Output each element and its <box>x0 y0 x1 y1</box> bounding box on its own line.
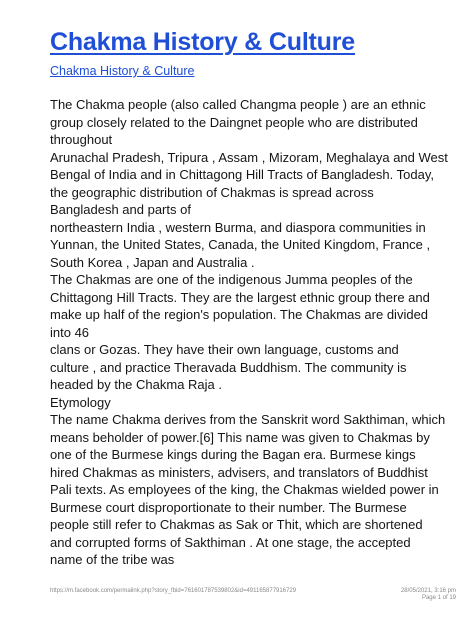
document-body <box>50 96 460 569</box>
body-line: The Chakmas are one of the indigenous Jumma peoples of the <box>50 272 413 287</box>
body-line: Arunachal Pradesh, Tripura , Assam , Mizoram, Meghalaya and West <box>50 149 448 165</box>
body-line: make up half of the region's population. The Chakmas are divided <box>50 307 429 322</box>
body-line: headed by the Chakma Raja . <box>50 377 222 392</box>
body-line: into 46 <box>50 324 90 340</box>
body-line: The Chakma people (also called Changma people ) are an ethnic <box>50 97 426 112</box>
section-heading-etymology: Etymology <box>50 394 111 410</box>
document-title-link[interactable]: Chakma History & Culture <box>50 28 355 56</box>
body-line: The name Chakma derives from the Sanskrit word Sakthiman, which <box>50 412 446 427</box>
body-line: means beholder of power.[6] This name was given to Chakmas by <box>50 429 430 445</box>
body-line: South Korea , Japan and Australia . <box>50 254 255 270</box>
footer-page-number: Page 1 of 19 <box>421 595 456 601</box>
subtitle-link[interactable]: Chakma History & Culture <box>50 64 195 78</box>
body-line: Pali texts. As employees of the king, the Chakmas wielded power in <box>50 482 439 497</box>
body-line: Chittagong Hill Tracts. They are the largest ethnic group there and <box>50 289 430 305</box>
body-line: throughout <box>50 132 113 147</box>
body-line: the geographic distribution of Chakmas is spread across <box>50 184 374 200</box>
footer-meta <box>401 588 456 602</box>
body-line: name of the tribe was <box>50 552 175 567</box>
body-line: hired Chakmas as ministers, advisers, and translators of Buddhist <box>50 464 428 480</box>
body-line: culture , and practice Theravada Buddhism. The community is <box>50 359 407 375</box>
body-line: Bengal of India and in Chittagong Hill Tracts of Bangladesh. Today, <box>50 167 434 182</box>
body-line: Burmese court disproportionate to their number. The Burmese <box>50 499 407 515</box>
body-line: and corrupted forms of Sakthiman . At one stage, the accepted <box>50 534 411 550</box>
body-line: clans or Gozas. They have their own language, customs and <box>50 342 399 357</box>
body-line: northeastern India , western Burma, and diaspora communities in <box>50 219 426 235</box>
body-line: people still refer to Chakmas as Sak or Thit, which are shortened <box>50 517 423 532</box>
footer-datetime: 28/05/2021, 3:16 pm <box>400 588 456 594</box>
body-line: one of the Burmese kings during the Bagan era. Burmese kings <box>50 447 416 462</box>
body-line: group closely related to the Daingnet people who are distributed <box>50 114 418 130</box>
body-line: Yunnan, the United States, Canada, the United Kingdom, France , <box>50 237 431 252</box>
body-line: Bangladesh and parts of <box>50 202 191 217</box>
footer-url: https://m.facebook.com/permalink.php?story_fbid=761601787539802&id=491165877916729 <box>50 588 297 594</box>
